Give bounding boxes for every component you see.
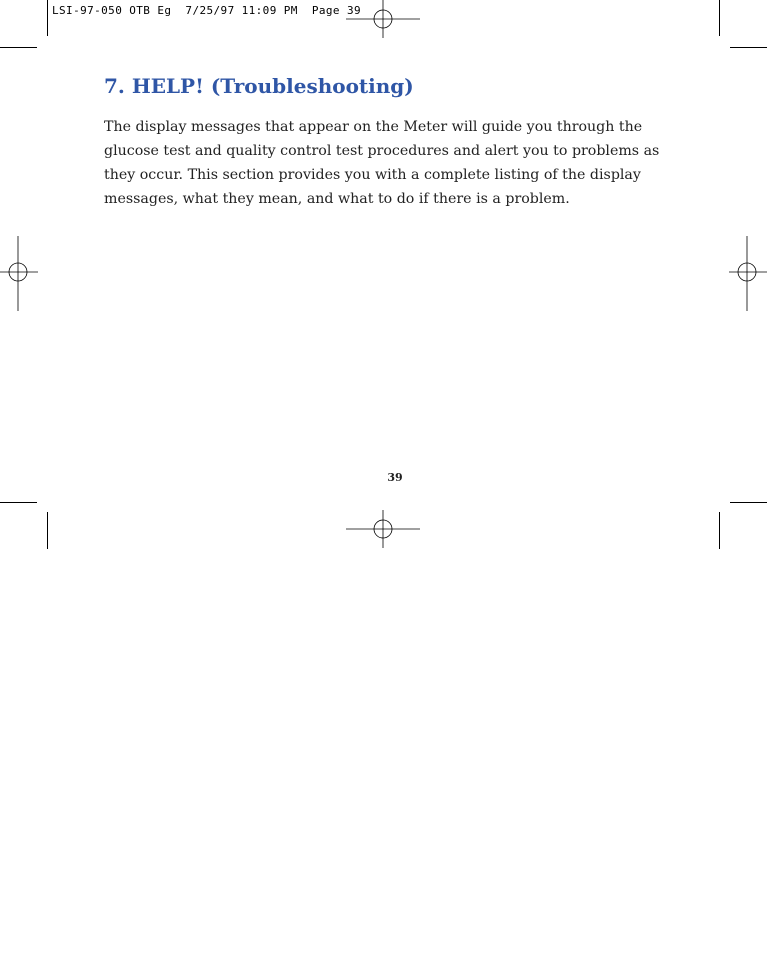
registration-mark-top — [346, 0, 420, 38]
registration-mark-right — [729, 236, 767, 311]
section-body: The display messages that appear on the Meter will guide you through the glucose test and quality control test procedures and alert you to problems as they occur. This section provides you with a complete listing of the display messages, what they mean, and what to do if there is a problem. — [104, 119, 660, 207]
registration-mark-left — [0, 236, 38, 311]
section-title: 7. HELP! (Troubleshooting) — [104, 74, 414, 98]
registration-mark-bottom — [346, 510, 420, 548]
print-slug: LSI-97-050 OTB Eg 7/25/97 11:09 PM Page 39 — [52, 4, 361, 17]
page-number: 39 — [387, 471, 403, 484]
